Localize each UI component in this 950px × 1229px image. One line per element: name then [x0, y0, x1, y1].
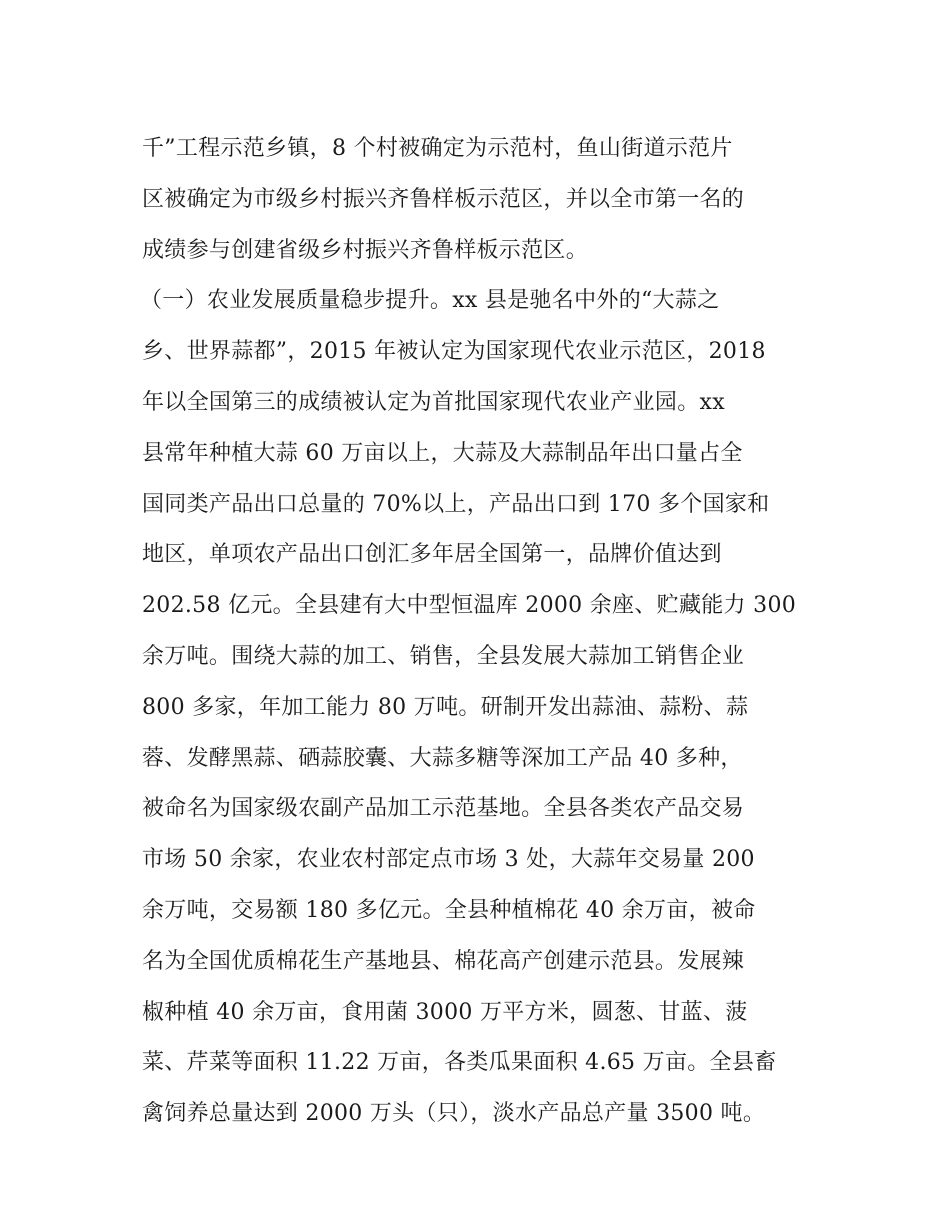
text-line: 地区，单项农产品出口创汇多年居全国第一，品牌价值达到 [142, 542, 722, 568]
text-line: 椒种植 40 余万亩，食用菌 3000 万平方米，圆葱、甘蓝、菠 [142, 999, 748, 1025]
text-line: 县常年种植大蒜 60 万亩以上，大蒜及大蒜制品年出口量占全 [142, 440, 743, 466]
text-line: 菜、芹菜等面积 11.22 万亩，各类瓜果面积 4.65 万亩。全县畜 [142, 1050, 777, 1076]
section-heading-line: （一）农业发展质量稳步提升。xx 县是驰名中外的“大蒜之 [140, 288, 720, 314]
text-line: 蓉、发酵黑蒜、硒蒜胶囊、大蒜多糖等深加工产品 40 多种， [142, 745, 743, 771]
text-line: 千”工程示范乡镇，8 个村被确定为示范村，鱼山街道示范片 [142, 136, 733, 161]
text-line: 市场 50 余家，农业农村部定点市场 3 处，大蒜年交易量 200 [142, 847, 755, 873]
text-line: 成绩参与创建省级乡村振兴齐鲁样板示范区。 [142, 237, 589, 263]
text-line: 800 多家，年加工能力 80 万吨。研制开发出蒜油、蒜粉、蒜 [142, 694, 749, 720]
text-line: 余万吨。围绕大蒜的加工、销售，全县发展大蒜加工销售企业 [142, 643, 745, 669]
text-line: 区被确定为市级乡村振兴齐鲁样板示范区，并以全市第一名的 [142, 186, 745, 212]
text-line: 乡、世界蒜都”，2015 年被认定为国家现代农业示范区，2018 [142, 339, 766, 365]
text-line: 余万吨，交易额 180 多亿元。全县种植棉花 40 余万亩，被命 [142, 897, 756, 923]
text-line: 禽饲养总量达到 2000 万头（只），淡水产品总产量 3500 吨。 [142, 1101, 766, 1127]
body-text [142, 124, 822, 1140]
text-line: 被命名为国家级农副产品加工示范基地。全县各类农产品交易 [142, 796, 745, 822]
text-line: 年以全国第三的成绩被认定为首批国家现代农业产业园。xx [142, 389, 725, 415]
text-line: 国同类产品出口总量的 70%以上，产品出口到 170 多个国家和 [142, 491, 770, 517]
text-line: 名为全国优质棉花生产基地县、棉花高产创建示范县。发展辣 [142, 948, 745, 974]
text-line: 202.58 亿元。全县建有大中型恒温库 2000 余座、贮藏能力 300 [142, 593, 797, 619]
